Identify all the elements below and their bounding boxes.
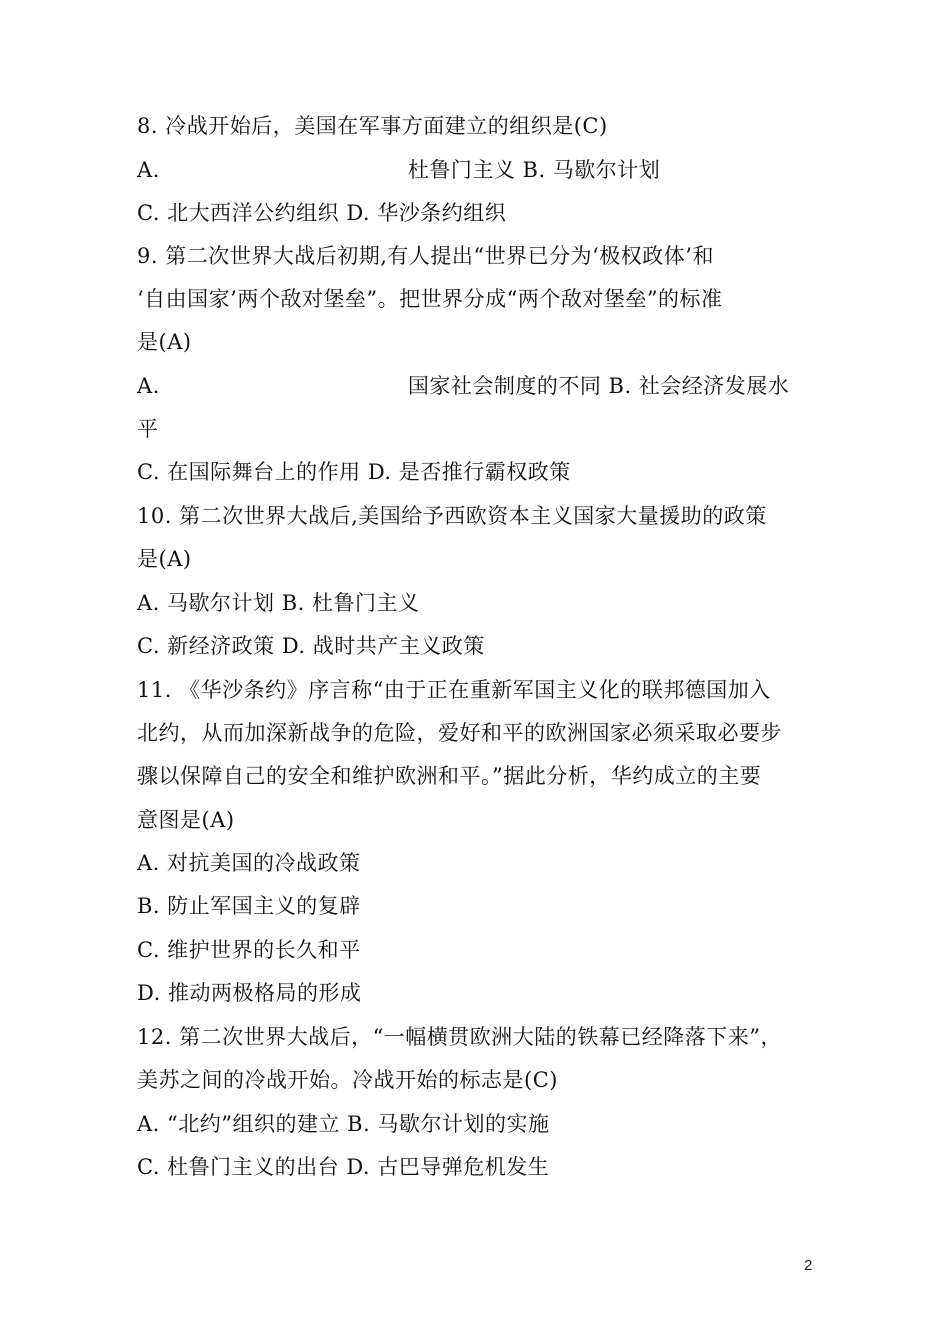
- q11-option-a: A. 对抗美国的冷战政策: [137, 851, 361, 875]
- q11-stem-line-1: 11. 《华沙条约》序言称“由于正在重新军国主义化的联邦德国加入: [137, 678, 771, 702]
- q10-options-cd: C. 新经济政策 D. 战时共产主义政策: [137, 634, 485, 658]
- q12-stem-line-2: 美苏之间的冷战开始。冷战开始的标志是(C): [137, 1068, 558, 1092]
- q12-stem-line-1: 12. 第二次世界大战后，“一幅横贯欧洲大陆的铁幕已经降落下来”，: [137, 1025, 783, 1049]
- q9-option-a-label: A.: [137, 374, 160, 398]
- page-number: 2: [804, 1257, 813, 1274]
- q8-options-ab: [137, 155, 660, 185]
- q9-options-ab: [137, 371, 789, 401]
- q10-options-ab: A. 马歇尔计划 B. 杜鲁门主义: [137, 591, 420, 615]
- q9-stem-line-1: 9. 第二次世界大战后初期,有人提出“世界已分为‘极权政体’和: [137, 244, 714, 268]
- q9-stem-line-3: 是(A): [137, 330, 192, 354]
- q10-stem-line-2: 是(A): [137, 547, 192, 571]
- q10-stem-line-1: 10. 第二次世界大战后,美国给予西欧资本主义国家大量援助的政策: [137, 504, 767, 528]
- q11-stem-line-4: 意图是(A): [137, 808, 235, 832]
- q11-stem-line-3: 骤以保障自己的安全和维护欧洲和平。”据此分析，华约成立的主要: [137, 764, 762, 788]
- q8-options-cd: C. 北大西洋公约组织 D. 华沙条约组织: [137, 201, 507, 225]
- q9-options-ab-wrap: 平: [137, 417, 159, 441]
- q8-option-a-b-text: 杜鲁门主义 B. 马歇尔计划: [407, 158, 661, 182]
- q8-stem: 8. 冷战开始后，美国在军事方面建立的组织是(C): [137, 114, 608, 138]
- q11-option-c: C. 维护世界的长久和平: [137, 938, 361, 962]
- q11-stem-line-2: 北约，从而加深新战争的危险，爱好和平的欧洲国家必须采取必要步: [137, 721, 782, 745]
- q12-options-cd: C. 杜鲁门主义的出台 D. 古巴导弹危机发生: [137, 1155, 550, 1179]
- q12-options-ab: A. “北约”组织的建立 B. 马歇尔计划的实施: [137, 1112, 550, 1136]
- q9-option-a-b-text: 国家社会制度的不同 B. 社会经济发展水: [407, 374, 790, 398]
- q11-option-d: D. 推动两极格局的形成: [137, 981, 362, 1005]
- q11-option-b: B. 防止军国主义的复辟: [137, 894, 361, 918]
- q9-options-cd: C. 在国际舞台上的作用 D. 是否推行霸权政策: [137, 460, 571, 484]
- q9-stem-line-2: ‘自由国家’两个敌对堡垒”。把世界分成“两个敌对堡垒”的标准: [137, 287, 723, 311]
- q8-option-a-label: A.: [137, 158, 160, 182]
